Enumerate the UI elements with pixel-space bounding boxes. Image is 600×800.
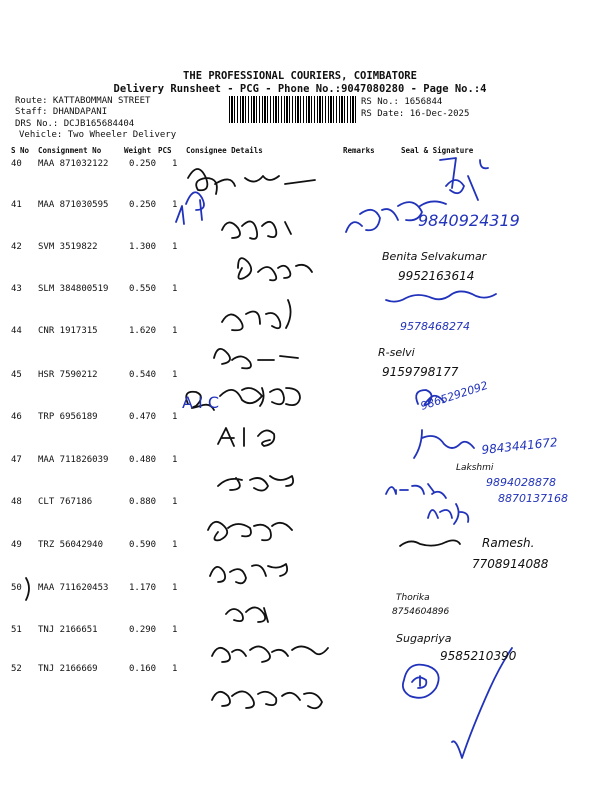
row-weight: 0.290 <box>129 625 157 635</box>
blue-signature <box>176 192 204 224</box>
col-consignee: Consignee Details <box>186 146 263 155</box>
col-weight: Weight <box>124 146 152 155</box>
rs-number: RS No.: 1656844 <box>361 97 443 107</box>
row-pcs: 1 <box>172 540 178 550</box>
row-sno: 45 <box>11 370 22 380</box>
row-consignment: TNJ 2166669 <box>38 664 98 674</box>
signature-scribble <box>222 221 291 238</box>
row-sno: 42 <box>11 242 22 252</box>
signature-scribble <box>188 169 315 194</box>
row-sno: 44 <box>11 326 22 336</box>
row-pcs: 1 <box>172 455 178 465</box>
row-pcs: 1 <box>172 284 178 294</box>
row-pcs: 1 <box>172 497 178 507</box>
row-weight: 0.250 <box>129 159 157 169</box>
row-sno: 51 <box>11 625 22 635</box>
col-pcs: PCS <box>158 146 172 155</box>
hw-name-44: R-selvi <box>378 346 415 359</box>
hw-name-51: Sugapriya <box>396 632 452 645</box>
row-consignment: MAA 871032122 <box>38 159 109 169</box>
row-sno: 50 <box>11 583 22 593</box>
row-weight: 0.480 <box>129 455 157 465</box>
row-weight: 0.880 <box>129 497 157 507</box>
row-pcs: 1 <box>172 664 178 674</box>
hw-name-42: Benita Selvakumar <box>382 250 487 263</box>
row-weight: 1.300 <box>129 242 157 252</box>
row-consignment: CLT 767186 <box>38 497 93 507</box>
row-weight: 0.470 <box>129 412 157 422</box>
row-consignment: MAA 711826039 <box>38 455 109 465</box>
row-consignment: SVM 3519822 <box>38 242 98 252</box>
company-title: THE PROFESSIONAL COURIERS, COIMBATORE <box>183 70 417 82</box>
vehicle-info: Vehicle: Two Wheeler Delivery <box>19 130 177 140</box>
hw-name-47: Lakshmi <box>456 463 494 473</box>
row-consignment: SLM 384800519 <box>38 284 109 294</box>
row-weight: 1.170 <box>129 583 157 593</box>
rs-date: RS Date: 16-Dec-2025 <box>361 109 470 119</box>
row-sno: 40 <box>11 159 22 169</box>
signature-scribble <box>214 349 298 369</box>
hw-phone-51: 9585210390 <box>440 649 517 663</box>
hw-phone-46: 9843441672 <box>480 435 559 457</box>
signature-scribble <box>226 607 268 622</box>
row-pcs: 1 <box>172 159 178 169</box>
hw-text-46: A I C <box>182 393 220 412</box>
signature-scribble <box>212 646 328 662</box>
col-remarks: Remarks <box>343 146 375 155</box>
row-sno: 52 <box>11 664 22 674</box>
strike-signature <box>400 540 460 546</box>
row-weight: 0.160 <box>129 664 157 674</box>
row-sno: 49 <box>11 540 22 550</box>
signature-scribble <box>218 428 274 446</box>
row-pcs: 1 <box>172 242 178 252</box>
blue-check-mark <box>452 648 512 758</box>
blue-signature <box>386 484 446 498</box>
hw-phone-47: 9894028878 <box>486 476 556 489</box>
signature-scribble <box>208 522 292 541</box>
route-info: Route: KATTABOMMAN STREET <box>15 96 151 106</box>
hw-phone-48: 8870137168 <box>498 492 568 505</box>
drs-info: DRS No.: DCJB165684404 <box>15 119 135 129</box>
signature-scribble <box>238 258 312 280</box>
row-weight: 0.540 <box>129 370 157 380</box>
row-pcs: 1 <box>172 200 178 210</box>
hw-name-49: Ramesh. <box>482 536 535 550</box>
blue-signature <box>386 291 496 301</box>
row-sno: 46 <box>11 412 22 422</box>
row-weight: 0.550 <box>129 284 157 294</box>
row-weight: 1.620 <box>129 326 157 336</box>
hw-phone-44: 9159798177 <box>382 365 459 379</box>
row-pcs: 1 <box>172 370 178 380</box>
hw-phone-43: 9578468274 <box>400 320 470 333</box>
blue-signature <box>440 158 488 200</box>
row-sno: 47 <box>11 455 22 465</box>
hw-phone-45: 9865292092 <box>418 378 490 413</box>
col-sno: S No <box>11 146 30 155</box>
row-weight: 0.590 <box>129 540 157 550</box>
row-consignment: HSR 7590212 <box>38 370 98 380</box>
row-sno: 48 <box>11 497 22 507</box>
row-pcs: 1 <box>172 625 178 635</box>
row-sno: 41 <box>11 200 22 210</box>
row-sno: 43 <box>11 284 22 294</box>
hw-phone-50: 8754604896 <box>392 607 450 617</box>
row-pcs: 1 <box>172 412 178 422</box>
row-consignment: TRZ 56042940 <box>38 540 104 550</box>
blue-signature <box>414 430 474 458</box>
row-consignment: TRP 6956189 <box>38 412 98 422</box>
hw-name-50: Thorika <box>396 593 430 603</box>
blue-circle-signature <box>403 665 439 698</box>
blue-signature <box>428 504 468 524</box>
row-consignment: TNJ 2166651 <box>38 625 98 635</box>
row-consignment: MAA 711620453 <box>38 583 109 593</box>
row-consignment: CNR 1917315 <box>38 326 98 336</box>
col-consignment: Consignment No <box>38 146 102 155</box>
col-seal-signature: Seal & Signature <box>401 146 474 155</box>
hw-phone-49: 7708914088 <box>472 557 549 571</box>
row-weight: 0.250 <box>129 200 157 210</box>
hw-phone-41: 9840924319 <box>418 211 520 230</box>
signature-scribble <box>212 691 322 708</box>
margin-tick <box>26 578 29 600</box>
row-consignment: MAA 871030595 <box>38 200 109 210</box>
row-pcs: 1 <box>172 326 178 336</box>
hw-phone-42: 9952163614 <box>398 269 475 283</box>
signature-scribble <box>218 476 293 491</box>
signature-scribble <box>210 564 287 583</box>
row-pcs: 1 <box>172 583 178 593</box>
signature-scribble <box>222 300 291 330</box>
staff-info: Staff: DHANDAPANI <box>15 107 108 117</box>
runsheet-title: Delivery Runsheet - PCG - Phone No.:9047080280 - Page No.:4 <box>113 83 487 95</box>
